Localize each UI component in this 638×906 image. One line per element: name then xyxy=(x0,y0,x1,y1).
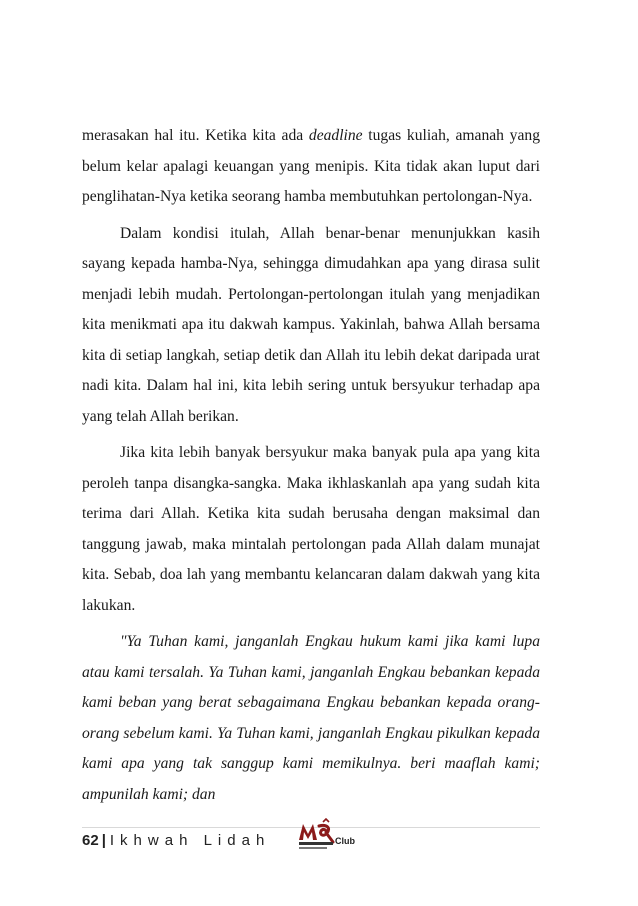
footer-separator: | xyxy=(101,832,106,849)
prayer-quote: "Ya Tuhan kami, janganlah Engkau hukum kami jika kami lupa atau kami tersalah. Ya Tuhan kami, janganlah Engkau bebankan kepada kami beban yang berat sebagaimana Engkau bebankan kepada orang-orang sebelum kami. Ya Tuhan kami, janganlah Engkau pikulkan kepada kami apa yang tak sanggup kami memikulnya. beri maaflah kami; ampunilah kami; dan xyxy=(82,633,540,803)
footer-label xyxy=(82,832,270,850)
deadline-emphasis: deadline xyxy=(308,127,363,144)
paragraph-1 xyxy=(82,121,540,213)
page-number: 62 xyxy=(82,832,99,849)
page-body xyxy=(82,121,540,810)
paragraph-1-text-start: merasakan hal itu. Ketika kita ada xyxy=(82,127,309,144)
paragraph-2: Dalam kondisi itulah, Allah benar-benar menunjukkan kasih sayang kepada hamba-Nya, sehingga dimudahkan apa yang dirasa sulit menjadi lebih mudah. Pertolongan-pertolongan itulah yang menjadikan kita menikmati apa itu dakwah kampus. Yakinlah, bahwa Allah bersama kita di setiap langkah, setiap detik dan Allah itu lebih dekat daripada urat nadi kita. Dalam hal ini, kita lebih sering untuk bersyukur terhadap apa yang telah Allah berikan. xyxy=(82,224,540,425)
logo-club-text: Club xyxy=(335,836,355,846)
paragraph-3: Jika kita lebih banyak bersyukur maka banyak pula apa yang kita peroleh tanpa disangka-sangka. Maka ikhlaskanlah apa yang sudah kita terima dari Allah. Ketika kita sudah berusaha dengan maksimal dan tanggung jawab, maka mintalah pertolongan pada Allah dalam munajat kita. Sebab, doa lah yang membantu kelancaran dalam dakwah yang kita lakukan. xyxy=(82,444,540,614)
club-logo-icon xyxy=(297,818,367,852)
running-title: Ikhwah Lidah xyxy=(109,832,271,849)
page-footer xyxy=(82,818,540,852)
paragraph-1-text-end: tugas kuliah, amanah yang belum kelar apalagi keuangan yang menipis. Kita tidak akan luput dari penglihatan-Nya ketika seorang hamba membutuhkan pertolongan-Nya. xyxy=(82,127,540,205)
